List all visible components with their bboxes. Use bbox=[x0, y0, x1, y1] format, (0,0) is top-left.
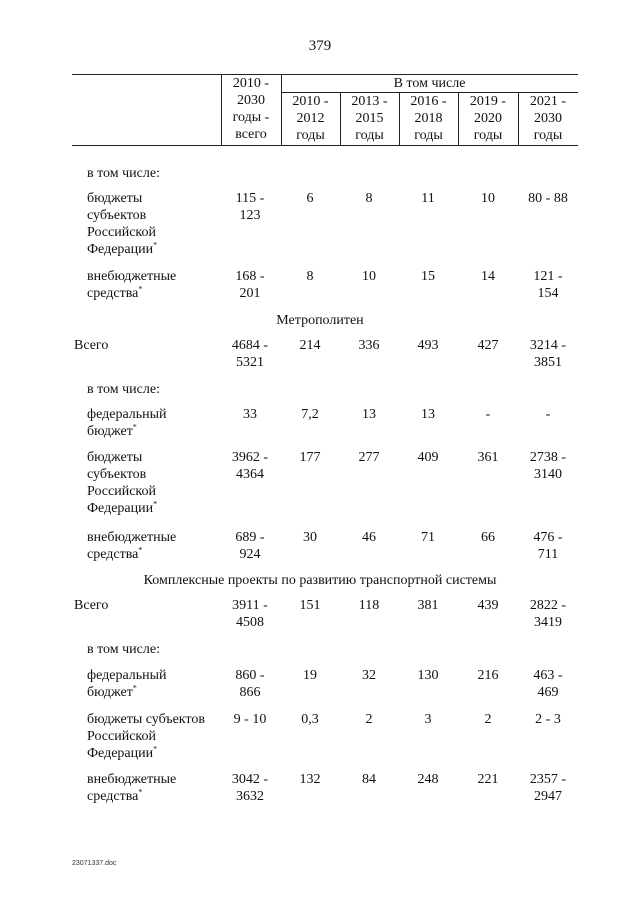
row-label bbox=[87, 529, 237, 563]
table-cell: 2 bbox=[484, 712, 492, 727]
row-label-text: внебюджетные средства bbox=[87, 772, 177, 804]
row-label bbox=[87, 268, 237, 302]
table-cell: 8 bbox=[365, 191, 373, 206]
table-cell: 84 bbox=[362, 772, 376, 787]
footnote-marker: * bbox=[153, 744, 158, 754]
page-number: 379 bbox=[308, 38, 332, 54]
table-cell: 381 bbox=[417, 598, 439, 613]
row-label bbox=[87, 406, 237, 440]
table-cell: 336 bbox=[358, 338, 380, 353]
row-label-text: бюджеты субъектов Российской Федерации bbox=[87, 450, 156, 516]
header-period: 2019 - 2020 годы bbox=[469, 94, 507, 143]
row-label bbox=[87, 165, 237, 182]
table-cell: 277 bbox=[358, 450, 380, 465]
footnote-marker: * bbox=[138, 787, 143, 797]
footnote-marker: * bbox=[153, 240, 158, 250]
row-label-text: в том числе: bbox=[87, 642, 160, 657]
table-cell: 3911 - 4508 bbox=[232, 598, 268, 630]
row-label-text: внебюджетные средства bbox=[87, 269, 177, 301]
table-cell: 4684 - 5321 bbox=[231, 338, 269, 370]
table-cell: 168 - 201 bbox=[235, 269, 265, 301]
row-label-text: федеральный бюджет bbox=[87, 668, 167, 700]
table-cell: 13 bbox=[421, 407, 435, 422]
row-label bbox=[74, 597, 224, 614]
header-bottom-rule bbox=[72, 145, 578, 146]
table-cell: 33 bbox=[243, 407, 257, 422]
table-cell: 439 bbox=[477, 598, 499, 613]
footnote-marker: * bbox=[153, 499, 158, 509]
table-cell: 476 - 711 bbox=[533, 530, 563, 562]
table-cell: 13 bbox=[362, 407, 376, 422]
table-cell: 46 bbox=[362, 530, 376, 545]
row-label-text: в том числе: bbox=[87, 166, 160, 181]
table-cell: 11 bbox=[421, 191, 435, 206]
footnote-marker: * bbox=[132, 683, 137, 693]
section-title: Метрополитен bbox=[276, 313, 364, 328]
table-cell: 8 bbox=[306, 269, 314, 284]
table-cell: 361 bbox=[477, 450, 499, 465]
row-label-text: в том числе: bbox=[87, 382, 160, 397]
table-cell: 80 - 88 bbox=[528, 191, 568, 206]
table-cell: 66 bbox=[481, 530, 495, 545]
row-label bbox=[87, 771, 237, 805]
section-title: Комплексные проекты по развитию транспортной системы bbox=[143, 573, 497, 588]
row-label-text: Всего bbox=[74, 338, 109, 353]
footnote-marker: * bbox=[138, 545, 143, 555]
footer-filename: 23071337.doc bbox=[72, 860, 117, 867]
row-label bbox=[87, 190, 237, 258]
table-cell: 14 bbox=[481, 269, 495, 284]
row-label bbox=[74, 337, 224, 354]
table-cell: 177 bbox=[299, 450, 321, 465]
table-cell: 3042 - 3632 bbox=[231, 772, 269, 804]
table-cell: 493 bbox=[417, 338, 439, 353]
header-period: 2010 - 2012 годы bbox=[292, 94, 329, 143]
table-cell: 427 bbox=[477, 338, 499, 353]
table-cell: 10 bbox=[362, 269, 376, 284]
table-cell: - bbox=[545, 407, 551, 422]
table-cell: 463 - 469 bbox=[533, 668, 563, 700]
table-cell: 221 bbox=[477, 772, 499, 787]
row-label bbox=[87, 711, 237, 762]
table-cell: 32 bbox=[362, 668, 376, 683]
table-cell: 3 bbox=[424, 712, 432, 727]
table-cell: 2822 - 3419 bbox=[529, 598, 567, 630]
table-cell: 2 bbox=[365, 712, 373, 727]
header-period: 2021 - 2030 годы bbox=[529, 94, 567, 143]
table-cell: 121 - 154 bbox=[533, 269, 563, 301]
row-label-text: бюджеты субъектов Российской Федерации bbox=[87, 712, 205, 761]
table-cell: 7,2 bbox=[301, 407, 319, 422]
table-cell: 19 bbox=[303, 668, 317, 683]
table-cell: 118 bbox=[358, 598, 380, 613]
table-cell: 2738 - 3140 bbox=[529, 450, 567, 482]
header-group-label: В том числе bbox=[393, 76, 466, 91]
row-label bbox=[87, 381, 237, 398]
table-cell: 216 bbox=[477, 668, 499, 683]
row-label bbox=[87, 449, 237, 517]
table-cell: 130 bbox=[417, 668, 439, 683]
table-cell: 0,3 bbox=[301, 712, 319, 727]
table-cell: 214 bbox=[299, 338, 321, 353]
table-cell: 6 bbox=[306, 191, 314, 206]
row-label-text: федеральный бюджет bbox=[87, 407, 167, 439]
table-cell: 30 bbox=[303, 530, 317, 545]
table-cell: 3214 - 3851 bbox=[529, 338, 567, 370]
footnote-marker: * bbox=[138, 284, 143, 294]
header-total-column: 2010 - 2030 годы - всего bbox=[232, 76, 270, 142]
table-cell: 248 bbox=[417, 772, 439, 787]
table-cell: 132 bbox=[299, 772, 321, 787]
row-label bbox=[87, 641, 237, 658]
table-cell: 15 bbox=[421, 269, 435, 284]
footnote-marker: * bbox=[132, 422, 137, 432]
table-cell: - bbox=[485, 407, 491, 422]
table-cell: 2357 - 2947 bbox=[529, 772, 567, 804]
table-cell: 10 bbox=[481, 191, 495, 206]
table-cell: 115 - 123 bbox=[235, 191, 265, 223]
table-cell: 151 bbox=[299, 598, 321, 613]
table-cell: 9 - 10 bbox=[233, 712, 267, 727]
table-cell: 3962 - 4364 bbox=[231, 450, 269, 482]
row-label-text: Всего bbox=[74, 598, 109, 613]
table-cell: 689 - 924 bbox=[235, 530, 265, 562]
table-cell: 71 bbox=[421, 530, 435, 545]
table-cell: 2 - 3 bbox=[535, 712, 561, 727]
table-cell: 860 - 866 bbox=[235, 668, 265, 700]
header-period: 2013 - 2015 годы bbox=[351, 94, 388, 143]
header-period: 2016 - 2018 годы bbox=[410, 94, 447, 143]
row-label-text: внебюджетные средства bbox=[87, 530, 177, 562]
row-label-text: бюджеты субъектов Российской Федерации bbox=[87, 191, 156, 257]
table-cell: 409 bbox=[417, 450, 439, 465]
row-label bbox=[87, 667, 237, 701]
